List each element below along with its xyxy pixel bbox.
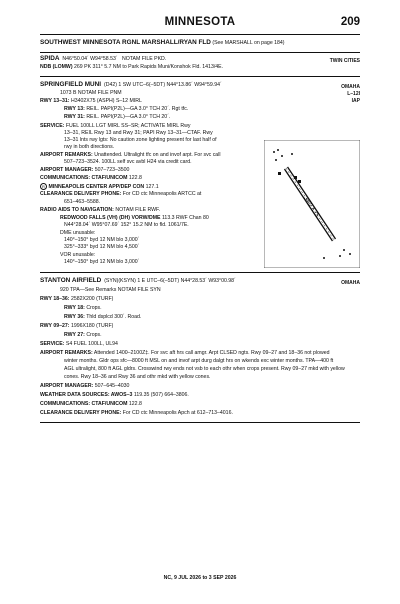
stanton-remarks-l3: AGL ultralight, 800 ft AGL gldrs. Crosswind rwy ends not vsb to each othr when crops present. Rwy 09–27 mkd with yellow <box>64 366 345 372</box>
spida-coords: N46°50.04´ W94°58.53´ <box>62 56 118 62</box>
stanton-region: OMAHA <box>341 280 360 286</box>
circled-r-icon: R <box>40 183 47 190</box>
rwy-label: RWY 31: <box>64 114 85 120</box>
app-text: 127.1 <box>145 184 159 190</box>
rwy-label: RWY 13–31: <box>40 98 70 104</box>
rwy-label: RWY 09–27: <box>40 323 70 329</box>
springfield-clr-l2: 651–463–5588. <box>64 199 101 205</box>
spida-ndb-label: NDB (LOMW) <box>40 64 73 70</box>
stanton-id: (SYN)(KSYN) 1 E UTC–6(–5DT) N44°28.53´ W93°00.98´ <box>104 278 236 284</box>
rwy-label: RWY 18–36: <box>40 296 70 302</box>
springfield-rwy1 <box>40 98 360 105</box>
stanton-name: STANTON AIRFIELD <box>40 277 102 284</box>
southwest-note: (See MARSHALL on page 184) <box>212 40 285 46</box>
page-footer: NC, 9 JUL 2026 to 3 SEP 2026 <box>163 575 237 581</box>
springfield-vorun2: 140°–150° byd 12 NM blo 3,000´ <box>64 259 140 265</box>
service-text: S4 FUEL 100LL, UL94 <box>65 341 118 347</box>
springfield-service-l3: 13–31 lnts rwy lgts: No caution zone lighting present for last half of <box>64 137 217 143</box>
page-number: 209 <box>340 16 360 28</box>
comm-label: COMMUNICATIONS: CTAF/UNICOM <box>40 401 128 407</box>
stanton-remarks <box>40 350 360 357</box>
service-label: SERVICE: <box>40 341 65 347</box>
springfield-dme2: 140°–150° byd 12 NM blo 3,000´ <box>64 237 140 243</box>
stanton-line <box>40 278 360 285</box>
page-header <box>40 16 360 32</box>
manager-label: AIRPORT MANAGER: <box>40 167 94 173</box>
navaid-label: RADIO AIDS TO NAVIGATION: <box>40 207 114 213</box>
manager-text: 507–645–4030 <box>94 383 130 389</box>
stanton-service <box>40 341 360 348</box>
stanton-rwy27 <box>64 332 360 339</box>
springfield-vor-l2: N44°28.04´ W95°07.69´ 152° 15.2 NM to fld. 1061/7E. <box>64 222 189 228</box>
spida-region: TWIN CITIES <box>329 58 360 64</box>
spida-ndb <box>40 64 360 71</box>
rule-3 <box>40 272 360 273</box>
weather-label: WEATHER DATA SOURCES: AWOS–3 <box>40 392 133 398</box>
southwest-entry <box>40 40 360 47</box>
comm-text: 122.8 <box>128 175 142 181</box>
rwy-label: RWY 36: <box>64 314 85 320</box>
stanton-elev: 920 TPA—See Remarks NOTAM FILE SYN <box>60 287 161 293</box>
springfield-region2: L–12I <box>347 91 360 97</box>
springfield-remarks-l2: 507–723–3524. 100LL self svc avbl H24 via credit card. <box>64 159 192 165</box>
clr-label: CLEARANCE DELIVERY PHONE: <box>40 410 122 416</box>
stanton-rwy18 <box>64 305 360 312</box>
rwy-text: 1996X180 (TURF) <box>70 323 114 329</box>
navaid-text: NOTAM FILE RWF. <box>115 207 161 213</box>
service-text: FUEL 100LL LGT MIRL SS–SR; ACTIVATE MIRL Rwy <box>65 123 191 129</box>
stanton-rwy1 <box>40 296 360 303</box>
clr-text: For CD ctc Minneapolis ARTCC at <box>122 191 202 197</box>
rwy-label: RWY 13: <box>64 106 85 112</box>
stanton-remarks-l2: winter months. Gldr ops sfc—8000 ft MSL on and invof arpt durg dalgt hrs on wkends exc winter months. TPA—400 ft <box>64 358 334 364</box>
manager-text: 507–723–3500 <box>94 167 130 173</box>
rwy-label: RWY 27: <box>64 332 85 338</box>
southwest-title: SOUTHWEST MINNESOTA RGNL MARSHALL/RYAN FLD <box>40 39 211 46</box>
app-label: MINNEAPOLIS CENTER APP/DEP CON <box>48 184 145 190</box>
rwy-text: Thld dsplcd 300´. Road. <box>86 314 142 320</box>
springfield-id: (D42) 1 SW UTC–6(–5DT) N44°13.86´ W94°59.94´ <box>103 82 222 88</box>
springfield-dme1: DME unusable: <box>60 230 96 236</box>
stanton-weather <box>40 392 360 399</box>
rwy-text: REIL. PAPI(P2L)—GA 3.0° TCH 20´. <box>86 114 171 120</box>
state-title: MINNESOTA <box>164 16 236 28</box>
springfield-dme3: 325°–333° byd 12 NM blo 4,500´ <box>64 244 140 250</box>
airport-diagram <box>264 140 360 268</box>
stanton-clr <box>40 410 360 417</box>
stanton-rwy2 <box>40 323 360 330</box>
rule-2 <box>40 76 360 77</box>
clr-label: CLEARANCE DELIVERY PHONE: <box>40 191 122 197</box>
springfield-region: OMAHA <box>341 84 360 90</box>
spida-notam: NOTAM FILE PKD. <box>121 56 167 62</box>
springfield-service <box>40 123 360 130</box>
header-rule <box>40 34 360 35</box>
springfield-vorun: VOR unusable: <box>60 252 96 258</box>
rule-1 <box>40 52 360 53</box>
stanton-manager <box>40 383 360 390</box>
remarks-label: AIRPORT REMARKS: <box>40 350 93 356</box>
springfield-service-l4: rwy in both directions. <box>64 144 115 150</box>
stanton-remarks-l4: cones. Rwy 18–36 and Rwy 36 and othr mkd with yellow cones. <box>64 374 211 380</box>
springfield-line <box>40 82 360 89</box>
stanton-comm <box>40 401 360 408</box>
springfield-name: SPRINGFIELD MUNI <box>40 81 102 88</box>
rwy-text: 2582X200 (TURF) <box>70 296 114 302</box>
weather-text: 119.35 (507) 664–3806. <box>133 392 189 398</box>
remarks-text: Unattended. Ultralight tfc on and invof arpt. For svc call <box>94 152 221 158</box>
spida-ndb-text: 269 PK 311° 5.7 NM to Park Rapids Muni/Konshok Fld. 1413/4E. <box>74 64 224 70</box>
rwy-text: REIL. PAPI(P2L)—GA 3.0° TCH 20´. Rgt tfc. <box>86 106 189 112</box>
spida-name: SPIDA <box>40 55 60 62</box>
springfield-elev: 1073 B NOTAM FILE PNM <box>60 90 122 96</box>
runway-dim-label: 3402 X 75 <box>302 195 321 219</box>
rule-4 <box>40 422 360 423</box>
comm-label: COMMUNICATIONS: CTAF/UNICOM <box>40 175 128 181</box>
service-label: SERVICE: <box>40 123 65 129</box>
rwy-text: Crops. <box>86 332 102 338</box>
rwy-label: RWY 18: <box>64 305 85 311</box>
remarks-label: AIRPORT REMARKS: <box>40 152 93 158</box>
manager-label: AIRPORT MANAGER: <box>40 383 94 389</box>
springfield-rwy13 <box>64 106 360 113</box>
remarks-text: Attended 1400–2100Z‡. For svc aft hrs call amgr. Arpt CLSED ngts. Rwy 09–27 and 18–36 not plowed <box>93 350 330 356</box>
vor-label: REDWOOD FALLS (VH) (DH) VORW/DME <box>60 215 161 221</box>
stanton-rwy36 <box>64 314 360 321</box>
springfield-rwy31 <box>64 114 360 121</box>
springfield-region3: IAP <box>351 98 360 104</box>
rwy-text: Crops. <box>86 305 102 311</box>
rwy-text: H3402X75 (ASPH) S–12 MIRL <box>70 98 142 104</box>
vor-text: 113.3 RWF Chan 80 <box>161 215 209 221</box>
comm-text: 122.8 <box>128 401 142 407</box>
clr-text: For CD ctc Minneapolis Apch at 612–713–4016. <box>122 410 233 416</box>
springfield-service-l2: 13–31, REIL Rwy 13 and Rwy 31; PAPI Rwy 13–31—CTAF. Rwy <box>64 130 213 136</box>
spida-line <box>40 56 360 63</box>
